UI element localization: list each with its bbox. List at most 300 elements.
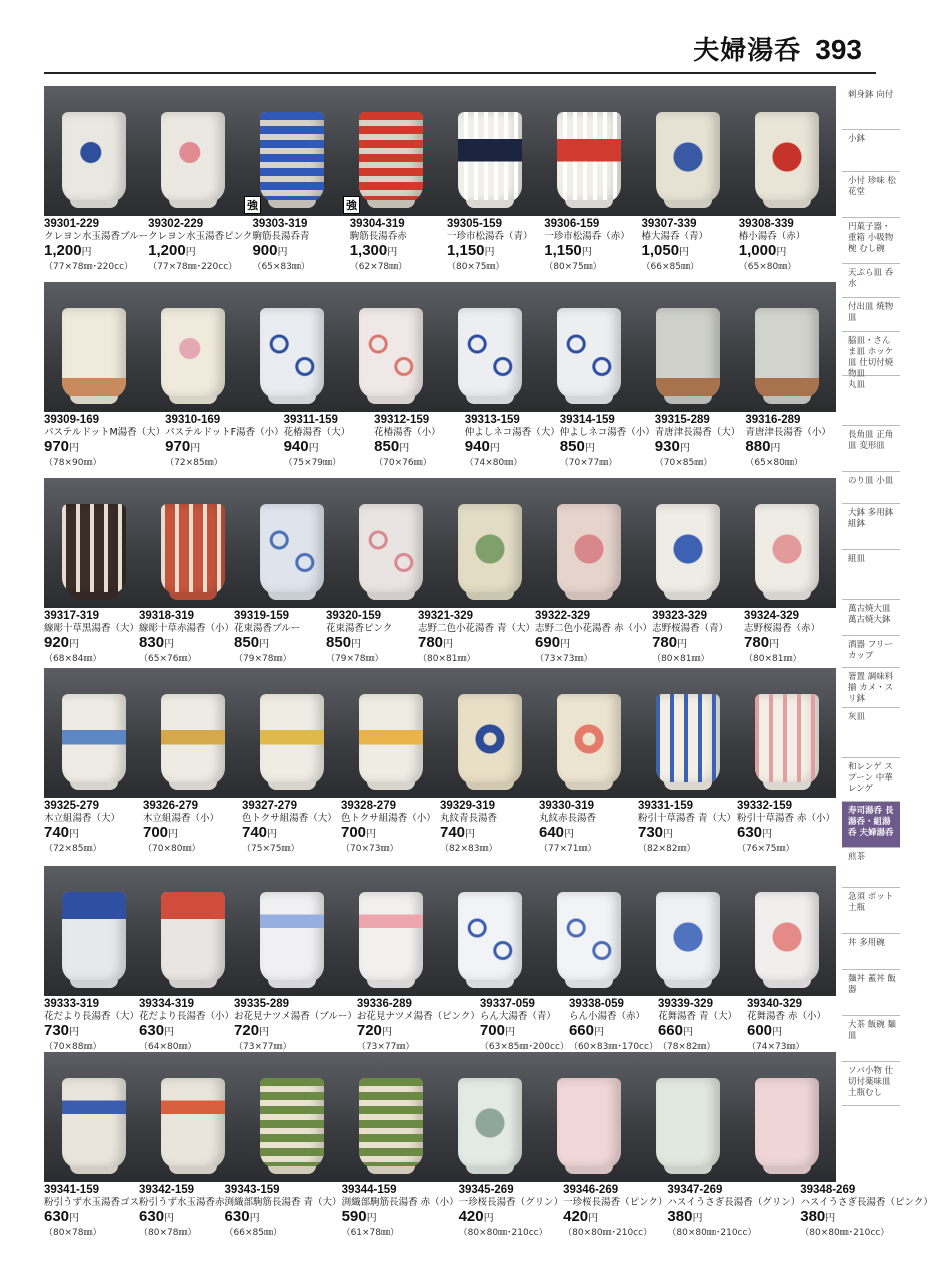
product-name: 花椿湯香（大） bbox=[283, 427, 351, 438]
product-label bbox=[139, 998, 234, 1053]
product-name: 椿小湯呑（赤） bbox=[738, 231, 806, 242]
product-code: 39322-329 bbox=[535, 610, 591, 622]
teacup-illustration bbox=[161, 892, 225, 982]
teacup-illustration bbox=[260, 694, 324, 784]
product-name: 駒筋長湯呑赤 bbox=[349, 231, 407, 242]
product-price bbox=[44, 825, 143, 843]
sidebar-category-label: 付出皿 焼物皿 bbox=[848, 302, 894, 323]
product-label bbox=[143, 800, 242, 855]
product-image[interactable] bbox=[638, 86, 737, 216]
product-name: 志野二色小花湯香 赤（小） bbox=[535, 623, 653, 634]
product-photo-strip bbox=[44, 86, 836, 216]
yen-unit: 円 bbox=[564, 829, 575, 840]
product-row bbox=[44, 282, 836, 478]
cup-pattern bbox=[62, 112, 126, 202]
product-price bbox=[350, 243, 447, 261]
product-price bbox=[544, 243, 641, 261]
product-label bbox=[535, 610, 652, 665]
teacup-illustration bbox=[656, 504, 720, 594]
product-price bbox=[139, 1209, 225, 1227]
cup-pattern bbox=[557, 892, 621, 982]
product-price bbox=[563, 1209, 667, 1227]
yen-unit: 円 bbox=[164, 1213, 175, 1224]
price-value: 700 bbox=[143, 824, 169, 841]
yen-unit: 円 bbox=[588, 1213, 599, 1224]
sidebar-category[interactable] bbox=[842, 708, 900, 758]
product-row bbox=[44, 668, 836, 864]
yen-unit: 円 bbox=[825, 1213, 836, 1224]
cup-pattern bbox=[656, 892, 720, 982]
product-image[interactable] bbox=[44, 282, 143, 412]
product-image[interactable] bbox=[737, 282, 836, 412]
sidebar-category[interactable] bbox=[842, 1062, 900, 1106]
yen-unit: 円 bbox=[351, 639, 362, 650]
product-size: （80×81㎜） bbox=[652, 654, 710, 664]
product-code: 39346-269 bbox=[563, 1184, 619, 1196]
cup-pattern bbox=[62, 308, 126, 398]
teacup-illustration bbox=[161, 1078, 225, 1168]
product-size: （80×81㎜） bbox=[744, 654, 802, 664]
teacup-illustration bbox=[557, 112, 621, 202]
yen-unit: 円 bbox=[677, 639, 688, 650]
product-image[interactable] bbox=[341, 866, 440, 996]
price-value: 640 bbox=[539, 824, 565, 841]
product-code: 39339-329 bbox=[657, 998, 713, 1010]
product-image[interactable] bbox=[539, 866, 638, 996]
sidebar-category[interactable] bbox=[842, 888, 900, 934]
product-image[interactable] bbox=[737, 478, 836, 608]
sidebar-category[interactable] bbox=[842, 848, 900, 888]
product-label bbox=[165, 414, 283, 469]
product-price bbox=[374, 439, 465, 457]
product-labels bbox=[44, 412, 836, 469]
yen-unit: 円 bbox=[679, 247, 690, 258]
product-code: 39341-159 bbox=[44, 1184, 99, 1196]
product-image[interactable] bbox=[242, 866, 341, 996]
product-label bbox=[242, 800, 341, 855]
yen-unit: 円 bbox=[308, 443, 319, 454]
product-code: 39319-159 bbox=[234, 610, 290, 622]
price-value: 880 bbox=[745, 438, 771, 455]
sidebar-category-label: ソバ小物 仕切付薬味皿 土瓶むし bbox=[848, 1066, 894, 1098]
teacup-illustration bbox=[359, 892, 423, 982]
product-image[interactable] bbox=[638, 866, 737, 996]
product-label bbox=[44, 800, 143, 855]
sidebar-category-label: 寿司湯呑 長湯呑・組湯呑 夫婦湯呑 bbox=[848, 806, 894, 838]
sidebar-category[interactable] bbox=[842, 218, 900, 264]
sidebar-category[interactable] bbox=[842, 600, 900, 636]
product-image[interactable] bbox=[539, 1052, 638, 1182]
sidebar-category-label: 丼 多用碗 bbox=[848, 938, 885, 948]
teacup-illustration bbox=[755, 112, 819, 202]
product-image[interactable] bbox=[44, 1052, 143, 1182]
teacup-illustration bbox=[62, 504, 126, 594]
product-image[interactable] bbox=[539, 282, 638, 412]
product-size: （70×85㎜） bbox=[654, 458, 713, 468]
product-image[interactable] bbox=[143, 86, 242, 216]
cup-pattern bbox=[260, 112, 324, 202]
product-image[interactable] bbox=[440, 478, 539, 608]
product-name: 丸紋青長湯香 bbox=[440, 813, 498, 824]
price-value: 740 bbox=[440, 824, 466, 841]
price-value: 970 bbox=[44, 438, 70, 455]
product-row bbox=[44, 478, 836, 674]
yen-unit: 円 bbox=[69, 829, 80, 840]
product-size: （77×71㎜） bbox=[539, 844, 597, 854]
product-image[interactable] bbox=[44, 86, 143, 216]
product-code: 39308-339 bbox=[738, 218, 794, 230]
product-image[interactable] bbox=[737, 668, 836, 798]
product-name: 一珍桜長湯香（グリン） bbox=[458, 1197, 564, 1208]
teacup-illustration bbox=[755, 892, 819, 982]
yen-unit: 円 bbox=[366, 1213, 377, 1224]
product-name: 志野桜湯香（赤） bbox=[744, 623, 821, 634]
cup-pattern bbox=[260, 694, 324, 784]
cup-pattern bbox=[755, 892, 819, 982]
product-size: （68×84㎜） bbox=[44, 654, 102, 664]
sidebar-category[interactable] bbox=[842, 172, 900, 218]
product-image[interactable] bbox=[737, 86, 836, 216]
product-size: （82×82㎜） bbox=[638, 844, 696, 854]
product-price bbox=[480, 1023, 569, 1041]
product-code: 39327-279 bbox=[242, 800, 297, 812]
product-size: （61×78㎜） bbox=[341, 1228, 400, 1238]
product-name: クレヨン水玉湯香ピンク bbox=[148, 231, 253, 242]
product-label bbox=[418, 610, 535, 665]
sidebar-category-label: 小付 珍味 松花堂 bbox=[848, 176, 896, 197]
price-value: 850 bbox=[374, 438, 400, 455]
sidebar-category[interactable] bbox=[842, 668, 900, 708]
sidebar-category[interactable] bbox=[842, 298, 900, 332]
product-name: 志野二色小花湯香 青（大） bbox=[418, 623, 536, 634]
product-name: 花束湯香ピンク bbox=[326, 623, 393, 634]
yen-unit: 円 bbox=[593, 1027, 604, 1038]
product-label bbox=[667, 1184, 800, 1239]
sidebar-category-label: 急須 ポット 土瓶 bbox=[848, 892, 894, 913]
price-value: 1,150 bbox=[446, 242, 485, 259]
product-size: （74×80㎜） bbox=[464, 458, 523, 468]
product-price bbox=[667, 1209, 800, 1227]
yen-unit: 円 bbox=[770, 443, 781, 454]
product-size: （70×88㎜） bbox=[44, 1042, 102, 1052]
product-size: （73×77㎜） bbox=[356, 1042, 415, 1052]
product-label bbox=[544, 218, 641, 273]
product-price bbox=[326, 635, 418, 653]
cup-pattern bbox=[62, 694, 126, 784]
product-price bbox=[234, 1023, 357, 1041]
product-image[interactable] bbox=[341, 86, 440, 216]
sidebar-category[interactable] bbox=[842, 758, 900, 802]
product-image[interactable] bbox=[440, 282, 539, 412]
price-value: 700 bbox=[479, 1022, 505, 1039]
sidebar-category[interactable] bbox=[842, 636, 900, 668]
price-value: 900 bbox=[252, 242, 278, 259]
cup-pattern bbox=[557, 504, 621, 594]
product-name: 花束湯香ブルー bbox=[234, 623, 301, 634]
product-price bbox=[744, 635, 836, 653]
product-label bbox=[642, 218, 739, 273]
product-label bbox=[326, 610, 418, 665]
product-image[interactable] bbox=[242, 282, 341, 412]
teacup-illustration bbox=[260, 308, 324, 398]
product-image[interactable] bbox=[440, 866, 539, 996]
product-size: （80×75㎜） bbox=[544, 262, 602, 272]
product-image[interactable] bbox=[44, 668, 143, 798]
sidebar-category[interactable] bbox=[842, 472, 900, 504]
product-label bbox=[739, 218, 836, 273]
sidebar-category[interactable] bbox=[842, 130, 900, 172]
product-code: 39342-159 bbox=[139, 1184, 195, 1196]
yen-unit: 円 bbox=[387, 247, 398, 258]
teacup-illustration bbox=[458, 112, 522, 202]
sidebar-category[interactable] bbox=[842, 376, 900, 426]
product-size: （80×78㎜） bbox=[139, 1228, 197, 1238]
product-code: 39348-269 bbox=[800, 1184, 856, 1196]
product-code: 39330-319 bbox=[539, 800, 594, 812]
cup-pattern bbox=[557, 694, 621, 784]
product-size: （73×73㎜） bbox=[535, 654, 593, 664]
cup-pattern bbox=[458, 504, 522, 594]
product-name: 志野桜湯香（青） bbox=[652, 623, 729, 634]
product-label bbox=[563, 1184, 667, 1239]
sidebar-category[interactable] bbox=[842, 86, 900, 130]
sidebar-category-label: 天ぷら皿 呑水 bbox=[848, 268, 894, 289]
sidebar-category[interactable] bbox=[842, 332, 900, 379]
product-image[interactable] bbox=[440, 1052, 539, 1182]
price-value: 740 bbox=[242, 824, 268, 841]
teacup-illustration bbox=[557, 1078, 621, 1168]
product-image[interactable] bbox=[638, 668, 737, 798]
price-value: 740 bbox=[44, 824, 70, 841]
product-label bbox=[44, 610, 139, 665]
product-image[interactable] bbox=[440, 86, 539, 216]
cup-pattern bbox=[458, 892, 522, 982]
product-price bbox=[225, 1209, 342, 1227]
cup-pattern bbox=[359, 694, 423, 784]
product-name: 花舞湯香 青（大） bbox=[657, 1011, 737, 1022]
product-name: 仲よしネコ湯香（小） bbox=[559, 427, 655, 438]
product-image[interactable] bbox=[242, 1052, 341, 1182]
product-code: 39304-319 bbox=[349, 218, 405, 230]
sidebar-category-label: 円菓子器・重箱 小吸物椀 むし碗 bbox=[848, 222, 894, 254]
yen-unit: 円 bbox=[164, 1027, 175, 1038]
price-value: 420 bbox=[563, 1208, 589, 1225]
product-label bbox=[638, 800, 737, 855]
product-code: 39324-329 bbox=[744, 610, 800, 622]
price-value: 590 bbox=[341, 1208, 367, 1225]
product-label bbox=[44, 218, 148, 273]
teacup-illustration bbox=[161, 308, 225, 398]
header-divider bbox=[44, 72, 876, 74]
price-value: 1,300 bbox=[349, 242, 388, 259]
product-code: 39345-269 bbox=[458, 1184, 514, 1196]
product-image[interactable] bbox=[242, 86, 341, 216]
teacup-illustration bbox=[458, 308, 522, 398]
product-photo-strip bbox=[44, 866, 836, 996]
sidebar-category[interactable] bbox=[842, 264, 900, 298]
product-image[interactable] bbox=[242, 668, 341, 798]
price-value: 630 bbox=[139, 1208, 165, 1225]
product-price bbox=[139, 1023, 234, 1041]
product-image[interactable] bbox=[44, 866, 143, 996]
product-size: （82×83㎜） bbox=[440, 844, 498, 854]
product-size: （75×79㎜） bbox=[283, 458, 342, 468]
sidebar-category[interactable] bbox=[842, 970, 900, 1016]
product-size: （80×80㎜･210cc） bbox=[800, 1228, 890, 1238]
product-image[interactable] bbox=[143, 668, 242, 798]
product-name: 色トクサ組湯香（大） bbox=[242, 813, 337, 824]
product-image[interactable] bbox=[341, 668, 440, 798]
product-name: らん小湯香（赤） bbox=[568, 1011, 645, 1022]
product-size: （80×80㎜･210cc） bbox=[667, 1228, 757, 1238]
product-code: 39316-289 bbox=[745, 414, 801, 426]
product-label bbox=[539, 800, 638, 855]
product-code: 39338-059 bbox=[568, 998, 624, 1010]
product-code: 39337-059 bbox=[479, 998, 535, 1010]
product-code: 39336-289 bbox=[356, 998, 412, 1010]
product-name: 青唐津長湯香（大） bbox=[654, 427, 741, 438]
product-name: お花見ナツメ湯香（ブルー） bbox=[234, 1011, 357, 1022]
product-code: 39310-169 bbox=[165, 414, 221, 426]
product-image[interactable] bbox=[143, 866, 242, 996]
product-label bbox=[745, 414, 836, 469]
product-price bbox=[745, 439, 836, 457]
cup-pattern bbox=[557, 308, 621, 398]
product-image[interactable] bbox=[638, 1052, 737, 1182]
page-title: 夫婦湯呑 bbox=[693, 36, 802, 66]
product-image[interactable] bbox=[638, 282, 737, 412]
cup-pattern bbox=[62, 892, 126, 982]
product-label bbox=[800, 1184, 933, 1239]
product-name: ハスイうさぎ長湯香（グリン） bbox=[667, 1197, 801, 1208]
product-image[interactable] bbox=[341, 478, 440, 608]
product-name: 粉引十草湯香 赤（小） bbox=[737, 813, 836, 824]
product-image[interactable] bbox=[143, 478, 242, 608]
strength-badge: 強 bbox=[244, 196, 261, 214]
product-name: 線彫十草黒湯香（大） bbox=[44, 623, 140, 634]
cup-pattern bbox=[260, 1078, 324, 1168]
product-price bbox=[560, 439, 655, 457]
product-image[interactable] bbox=[341, 282, 440, 412]
product-code: 39344-159 bbox=[341, 1184, 397, 1196]
yen-unit: 円 bbox=[259, 1027, 270, 1038]
product-size: （65×83㎜） bbox=[252, 262, 310, 272]
product-name: 渕織部駒筋長湯香 赤（小） bbox=[341, 1197, 459, 1208]
sidebar-category[interactable] bbox=[842, 1016, 900, 1062]
cup-pattern bbox=[755, 504, 819, 594]
product-code: 39334-319 bbox=[139, 998, 195, 1010]
yen-unit: 円 bbox=[484, 247, 495, 258]
product-labels bbox=[44, 216, 836, 273]
teacup-illustration bbox=[557, 694, 621, 784]
teacup-illustration bbox=[458, 1078, 522, 1168]
yen-unit: 円 bbox=[772, 1027, 783, 1038]
product-image[interactable] bbox=[143, 282, 242, 412]
sidebar-category[interactable] bbox=[842, 802, 900, 848]
product-price bbox=[440, 825, 539, 843]
product-price bbox=[465, 439, 560, 457]
product-size: （70×76㎜） bbox=[374, 458, 432, 468]
product-image[interactable] bbox=[737, 1052, 836, 1182]
product-image[interactable] bbox=[539, 86, 638, 216]
yen-unit: 円 bbox=[762, 829, 773, 840]
product-image[interactable] bbox=[440, 668, 539, 798]
product-photo-strip bbox=[44, 668, 836, 798]
product-image[interactable] bbox=[242, 478, 341, 608]
product-size: （80×80㎜･210cc） bbox=[458, 1228, 548, 1238]
sidebar-category[interactable] bbox=[842, 504, 900, 550]
cup-pattern bbox=[359, 308, 423, 398]
product-size: （73×77㎜） bbox=[234, 1042, 292, 1052]
price-value: 780 bbox=[652, 634, 678, 651]
product-price bbox=[539, 825, 638, 843]
price-value: 970 bbox=[165, 438, 191, 455]
teacup-illustration bbox=[62, 308, 126, 398]
product-image[interactable] bbox=[539, 478, 638, 608]
price-value: 780 bbox=[418, 634, 444, 651]
product-label bbox=[655, 414, 746, 469]
sidebar-category-label: 和レンゲ スプーン 中華レンゲ bbox=[848, 762, 893, 794]
yen-unit: 円 bbox=[560, 639, 571, 650]
product-code: 39333-319 bbox=[44, 998, 99, 1010]
teacup-illustration bbox=[656, 112, 720, 202]
product-image[interactable] bbox=[341, 1052, 440, 1182]
sidebar-category[interactable] bbox=[842, 550, 900, 600]
teacup-illustration bbox=[656, 694, 720, 784]
product-image[interactable] bbox=[638, 478, 737, 608]
product-price bbox=[357, 1023, 480, 1041]
product-label bbox=[139, 1184, 225, 1239]
product-image[interactable] bbox=[44, 478, 143, 608]
sidebar-category[interactable] bbox=[842, 934, 900, 970]
price-value: 1,000 bbox=[738, 242, 777, 259]
sidebar-category[interactable] bbox=[842, 426, 900, 472]
price-value: 730 bbox=[44, 1022, 70, 1039]
product-image[interactable] bbox=[539, 668, 638, 798]
cup-pattern bbox=[359, 1078, 423, 1168]
yen-unit: 円 bbox=[504, 1027, 515, 1038]
cup-pattern bbox=[260, 308, 324, 398]
product-code: 39307-339 bbox=[641, 218, 697, 230]
product-price bbox=[739, 243, 836, 261]
product-label bbox=[44, 414, 165, 469]
product-code: 39305-159 bbox=[446, 218, 502, 230]
yen-unit: 円 bbox=[663, 829, 674, 840]
cup-pattern bbox=[359, 504, 423, 594]
product-name: 青唐津長湯香（小） bbox=[745, 427, 831, 438]
yen-unit: 円 bbox=[69, 443, 80, 454]
product-price bbox=[139, 635, 234, 653]
cup-pattern bbox=[458, 694, 522, 784]
product-image[interactable] bbox=[143, 1052, 242, 1182]
cup-pattern bbox=[359, 112, 423, 202]
product-name: 仲よしネコ湯香（大） bbox=[464, 427, 560, 438]
teacup-illustration bbox=[359, 308, 423, 398]
product-price bbox=[747, 1023, 836, 1041]
product-code: 39335-289 bbox=[234, 998, 290, 1010]
product-image[interactable] bbox=[737, 866, 836, 996]
teacup-illustration bbox=[557, 308, 621, 398]
product-name: 椿大湯呑（青） bbox=[641, 231, 709, 242]
sidebar-category-label: 脇皿・さんま皿 ホッケ皿 仕切付焼物皿 bbox=[848, 336, 894, 379]
product-name: 線彫十草赤湯香（小） bbox=[139, 623, 235, 634]
product-labels bbox=[44, 996, 836, 1053]
yen-unit: 円 bbox=[399, 443, 410, 454]
teacup-illustration bbox=[458, 694, 522, 784]
product-label bbox=[480, 998, 569, 1053]
product-name: 粉引十草湯香 青（大） bbox=[638, 813, 737, 824]
product-size: （80×78㎜） bbox=[44, 1228, 102, 1238]
